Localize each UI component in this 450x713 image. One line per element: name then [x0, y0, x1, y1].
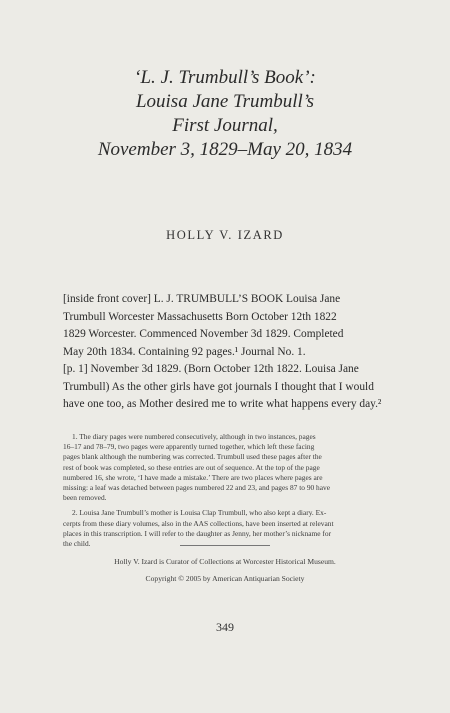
divider-rule: [180, 545, 270, 546]
copyright-notice: Copyright © 2005 by American Antiquarian Society: [145, 574, 305, 583]
footnote-line: pages blank although the numbering was corrected. Trumbull used these pages after the: [63, 452, 322, 462]
footnote-line: rest of book was completed, so these entries are out of sequence. At the top of the page: [63, 462, 320, 472]
article-title: [40, 66, 410, 162]
footnote-line: cerpts from these diary volumes, also in the AAS collections, have been inserted at relevant: [63, 518, 334, 528]
text-line: Trumbull Worcester Massachusetts Born October 12th 1822: [63, 310, 337, 323]
footnote-line: missing: a leaf was detached between pages numbered 22 and 23, and pages 87 to 90 have: [63, 483, 331, 493]
text-line: Trumbull) As the other girls have got journals I thought that I would: [63, 380, 374, 393]
footnote-line: 16–17 and 78–79, two pages were apparently turned together, which left these facing: [63, 442, 315, 452]
text-line: May 20th 1834. Containing 92 pages.¹ Journal No. 1.: [63, 345, 306, 358]
page-number: 349: [216, 620, 234, 634]
title-line: November 3, 1829–May 20, 1834: [97, 139, 353, 160]
author-credit: Holly V. Izard is Curator of Collections at Worcester Historical Museum.: [114, 557, 336, 566]
footnote-line: numbered 16, she wrote, ‘I have made a mistake.’ There are two places where pages are: [63, 472, 323, 482]
footnote-1: [63, 432, 395, 503]
footnotes: [63, 432, 395, 549]
text-line: [p. 1] November 3d 1829. (Born October 12th 1822. Louisa Jane: [63, 363, 359, 375]
journal-entry-page1: [63, 361, 395, 414]
author-name: HOLLY V. IZARD: [166, 228, 284, 242]
footnote-line: 1. The diary pages were numbered consecutively, although in two instances, pages: [72, 432, 316, 441]
footnote-line: 2. Louisa Jane Trumbull’s mother is Louisa Clap Trumbull, who also kept a diary. Ex-: [72, 508, 327, 518]
footnote-2: [63, 508, 395, 549]
footnote-line: the child.: [63, 539, 91, 549]
footnote-line: been removed.: [63, 493, 107, 503]
text-line: [inside front cover] L. J. TRUMBULL’S BOOK Louisa Jane: [63, 293, 341, 305]
footnote-line: places in this transcription. I will refer to the daughter as Jenny, her mother’s nickname for: [63, 528, 332, 538]
text-line: have one too, as Mother desired me to write what happens every day.²: [63, 398, 382, 410]
journal-entry-cover: [63, 291, 395, 361]
title-line: First Journal,: [172, 115, 278, 136]
text-line: 1829 Worcester. Commenced November 3d 1829. Completed: [63, 328, 344, 340]
title-line: Louisa Jane Trumbull’s: [135, 91, 315, 112]
title-line: ‘L. J. Trumbull’s Book’:: [134, 67, 316, 88]
